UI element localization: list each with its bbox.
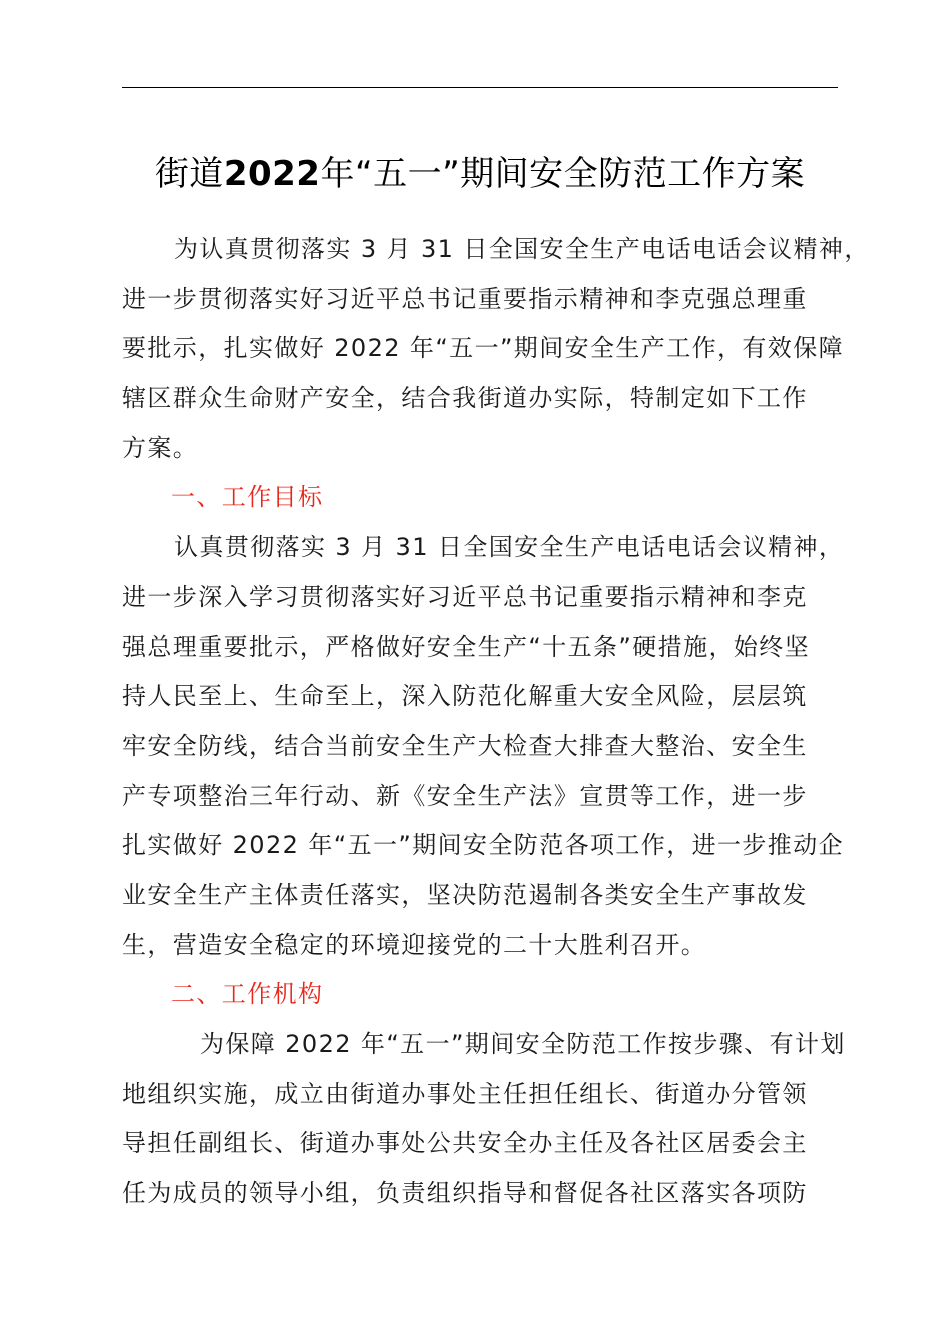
goals-line: 认真贯彻落实 3 月 31 日全国安全生产电话电话会议精神， — [174, 533, 845, 562]
goals-line: 扎实做好 2022 年“五一”期间安全防范各项工作，进一步推动企 — [122, 831, 845, 860]
section-heading-goals: 一、工作目标 — [171, 483, 324, 512]
document-title — [122, 148, 838, 200]
intro-line: 方案。 — [122, 433, 199, 462]
section-heading-organization: 二、工作机构 — [171, 980, 324, 1009]
organization-line: 为保障 2022 年“五一”期间安全防范工作按步骤、有计划 — [200, 1030, 846, 1058]
goals-line: 牢安全防线，结合当前安全生产大检查大排查大整治、安全生 — [122, 731, 808, 760]
intro-line: 进一步贯彻落实好习近平总书记重要指示精神和李克强总理重 — [122, 284, 808, 313]
organization-line: 地组织实施，成立由街道办事处主任担任组长、街道办分管领 — [122, 1079, 808, 1108]
goals-line: 持人民至上、生命至上，深入防范化解重大安全风险，层层筑 — [122, 682, 808, 711]
goals-line: 进一步深入学习贯彻落实好习近平总书记重要指示精神和李克 — [122, 582, 808, 611]
intro-line: 要批示，扎实做好 2022 年“五一”期间安全生产工作，有效保障 — [122, 334, 845, 363]
goals-line: 产专项整治三年行动、新《安全生产法》宣贯等工作，进一步 — [122, 781, 808, 810]
header-rule — [122, 87, 838, 88]
document-body — [122, 225, 870, 1219]
organization-line: 任为成员的领导小组，负责组织指导和督促各社区落实各项防 — [122, 1179, 808, 1208]
title-suffix: 年“五一”期间安全防范工作方案 — [320, 154, 806, 194]
goals-line: 生，营造安全稳定的环境迎接党的二十大胜利召开。 — [122, 930, 707, 959]
intro-line: 为认真贯彻落实 3 月 31 日全国安全生产电话电话会议精神， — [174, 235, 870, 263]
title-year: 2022 — [223, 154, 321, 194]
organization-line: 导担任副组长、街道办事处公共安全办主任及各社区居委会主 — [122, 1129, 808, 1158]
intro-line: 辖区群众生命财产安全，结合我街道办实际，特制定如下工作 — [122, 384, 808, 413]
goals-line: 强总理重要批示，严格做好安全生产“十五条”硬措施，始终坚 — [122, 632, 811, 661]
title-prefix: 街道 — [154, 154, 224, 194]
goals-line: 业安全生产主体责任落实，坚决防范遏制各类安全生产事故发 — [122, 880, 808, 909]
